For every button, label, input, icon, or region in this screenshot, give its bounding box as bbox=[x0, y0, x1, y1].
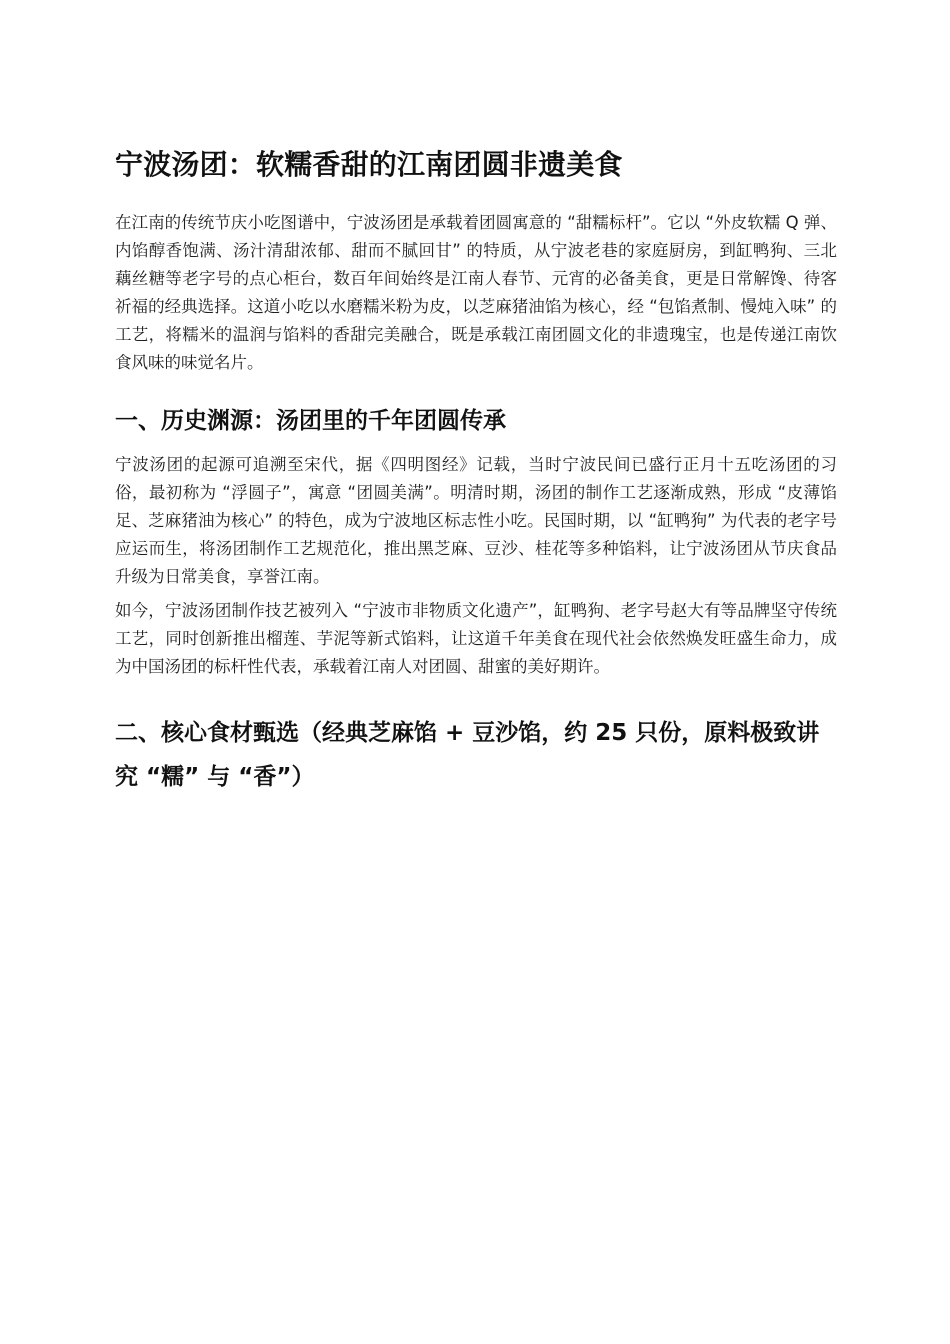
document-title: 宁波汤团：软糯香甜的江南团圆非遗美食 bbox=[115, 148, 623, 181]
document-body bbox=[115, 145, 837, 811]
history-paragraph-1: 宁波汤团的起源可追溯至宋代，据《四明图经》记载，当时宁波民间已盛行正月十五吃汤团的习俗，最初称为 “浮圆子”，寓意 “团圆美满”。明清时期，汤团的制作工艺逐渐成熟，形成 “皮薄馅足、芝麻猪油为核心” 的特色，成为宁波地区标志性小吃。民国时期，以 “缸鸭狗” 为代表的老字号应运而生，将汤团制作工艺规范化，推出黑芝麻、豆沙、桂花等多种馅料，让宁波汤团从节庆食品升级为日常美食，享誉江南。 bbox=[115, 455, 837, 586]
intro-paragraph: 在江南的传统节庆小吃图谱中，宁波汤团是承载着团圆寓意的 “甜糯标杆”。它以 “外皮软糯 Q 弹、内馅醇香饱满、汤汁清甜浓郁、甜而不腻回甘” 的特质，从宁波老巷的家庭厨房，到缸鸭狗、三北藕丝糖等老字号的点心柜台，数百年间始终是江南人春节、元宵的必备美食，更是日常解馋、待客祈福的经典选择。这道小吃以水磨糯米粉为皮，以芝麻猪油馅为核心，经 “包馅煮制、慢炖入味” 的工艺，将糯米的温润与馅料的香甜完美融合，既是承载江南团圆文化的非遗瑰宝，也是传递江南饮食风味的味觉名片。 bbox=[115, 213, 837, 372]
section-heading-history: 一、历史渊源：汤团里的千年团圆传承 bbox=[115, 408, 506, 434]
history-paragraph-2: 如今，宁波汤团制作技艺被列入 “宁波市非物质文化遗产”，缸鸭狗、老字号赵大有等品牌坚守传统工艺，同时创新推出榴莲、芋泥等新式馅料，让这道千年美食在现代社会依然焕发旺盛生命力，成为中国汤团的标杆性代表，承载着江南人对团圆、甜蜜的美好期许。 bbox=[115, 601, 837, 676]
section-heading-ingredients: 二、核心食材甄选（经典芝麻馅 + 豆沙馅，约 25 只份，原料极致讲究 “糯” 与 “香”） bbox=[115, 720, 820, 790]
